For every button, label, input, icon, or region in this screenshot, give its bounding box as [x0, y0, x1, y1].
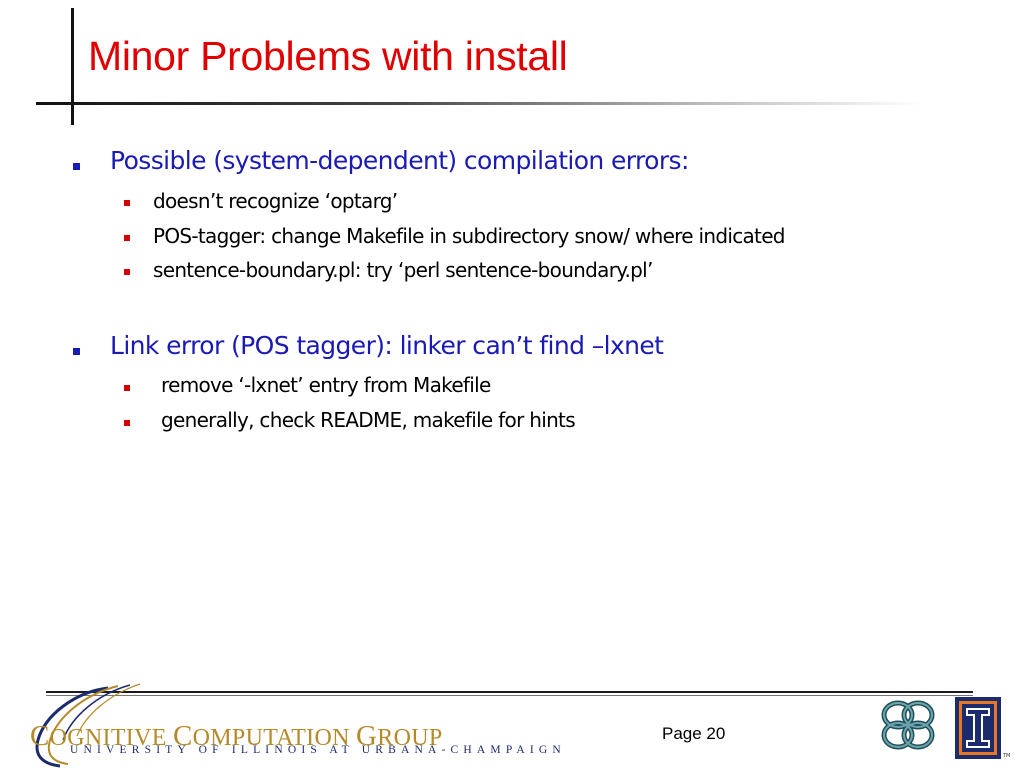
- ccg-letters: ROUP: [377, 725, 443, 751]
- bullet-marker: [73, 163, 80, 170]
- bullet-marker: [124, 385, 130, 391]
- illinois-i-logo: [955, 697, 1001, 759]
- bullet-level2: remove ‘-lxnet’ entry from Makefile: [161, 373, 491, 397]
- bullet-marker: [124, 420, 130, 426]
- bullet-level2: POS-tagger: change Makefile in subdirectory snow/ where indicated: [153, 224, 785, 248]
- page-number: Page 20: [662, 724, 726, 743]
- university-name: UNIVERSITY OF ILLINOIS AT URBANA-CHAMPAIGN: [70, 744, 566, 756]
- trademark-mark: TM: [1003, 753, 1011, 759]
- ccg-letters: OGNITIVE: [49, 725, 173, 751]
- bullet-marker: [124, 235, 130, 241]
- celtic-knot-icon: [876, 697, 940, 753]
- ccg-letter: C: [173, 720, 193, 752]
- bullet-marker: [73, 348, 80, 355]
- slide-title: Minor Problems with install: [88, 33, 568, 79]
- bullet-level1: Link error (POS tagger): linker can’t find –lxnet: [110, 331, 664, 360]
- ccg-letters: OMPUTATION: [192, 725, 357, 751]
- bullet-level2: generally, check README, makefile for hints: [161, 408, 575, 432]
- bullet-level2: doesn’t recognize ‘optarg’: [153, 189, 398, 213]
- bullet-marker: [124, 269, 130, 275]
- bullet-level2: sentence-boundary.pl: try ‘perl sentence-boundary.pl’: [153, 258, 653, 282]
- ccg-letter: G: [356, 720, 378, 752]
- ccg-letter: C: [30, 720, 50, 752]
- bullet-marker: [124, 200, 130, 206]
- bullet-level1: Possible (system-dependent) compilation errors:: [110, 146, 689, 175]
